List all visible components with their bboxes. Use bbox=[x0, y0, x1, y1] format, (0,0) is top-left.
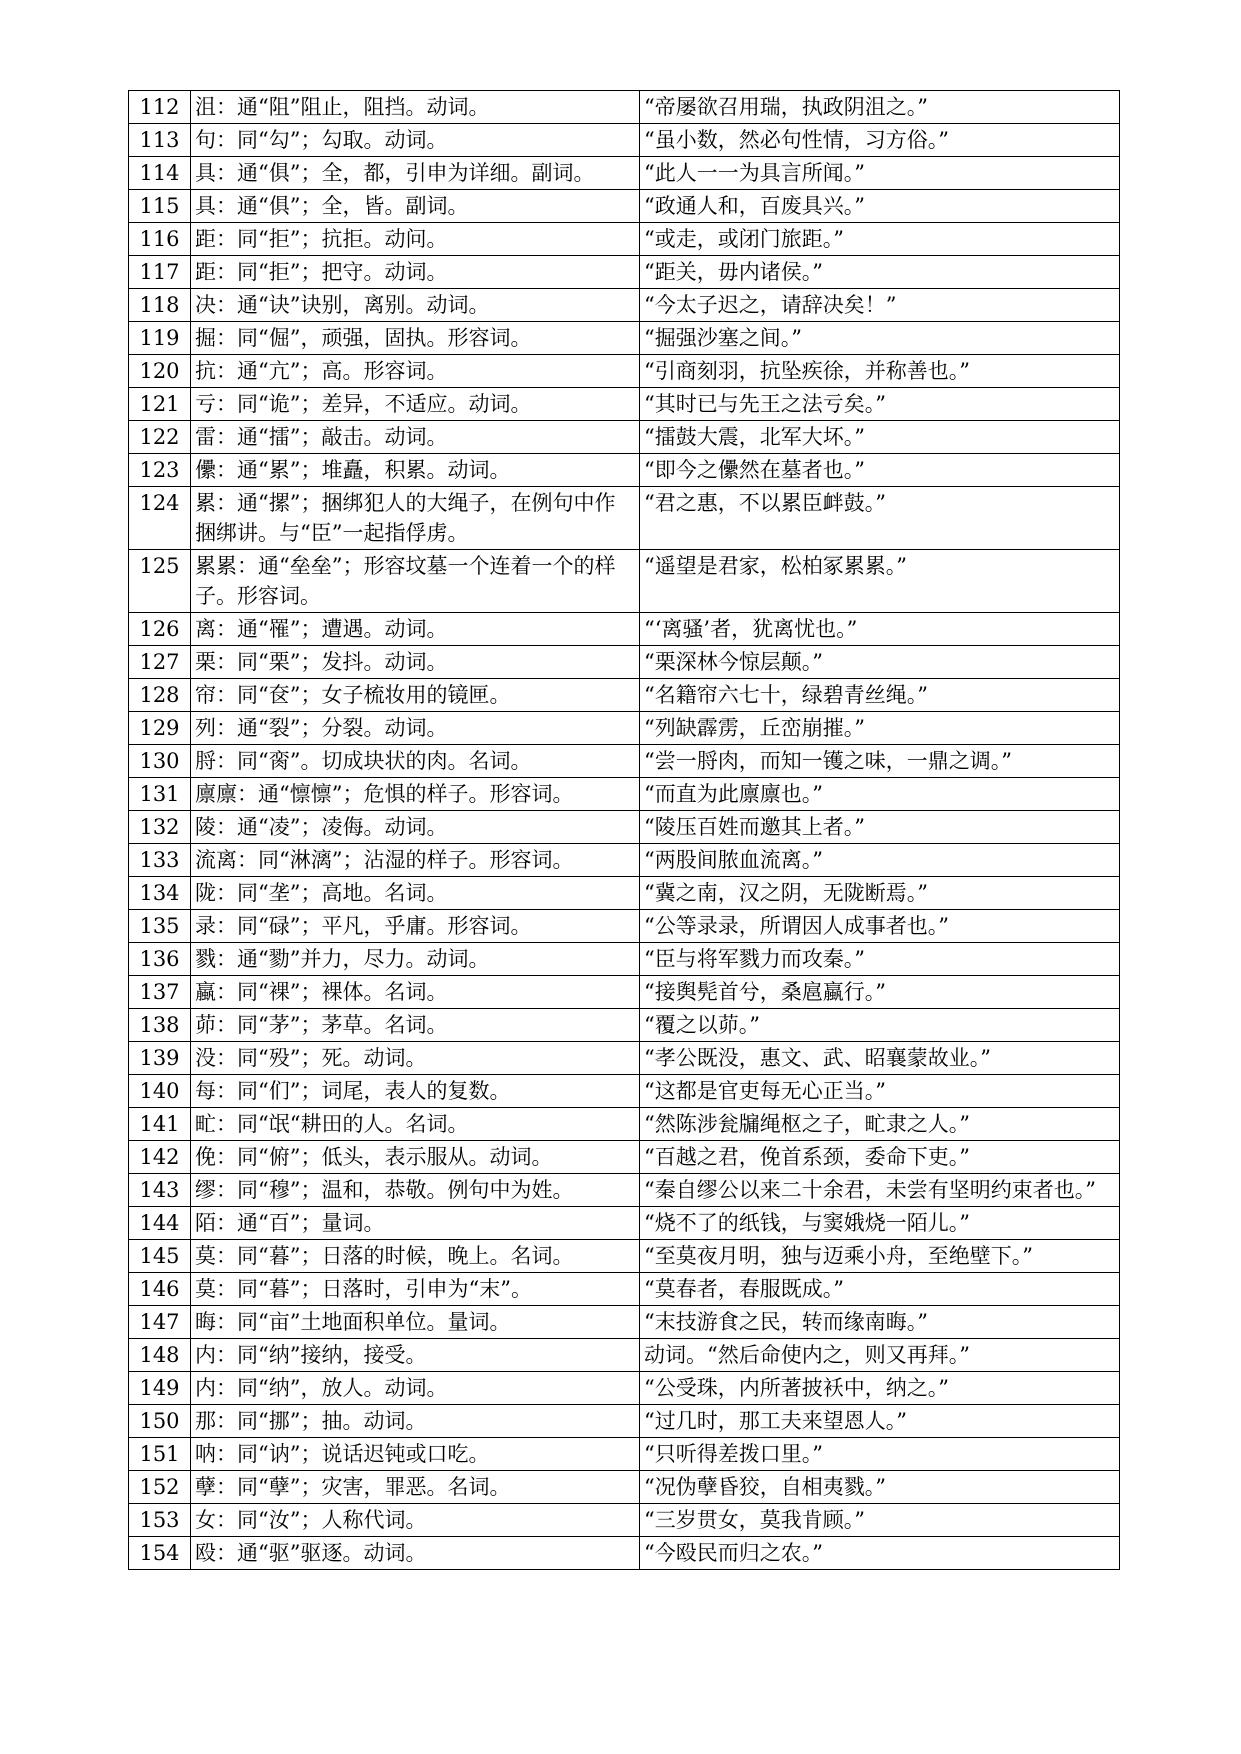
row-definition: 句：同“勾”；勾取。动词。 bbox=[191, 124, 640, 157]
row-definition: 亏：同“诡”；差异，不适应。动词。 bbox=[191, 388, 640, 421]
row-number: 151 bbox=[129, 1438, 191, 1471]
row-number: 112 bbox=[129, 91, 191, 124]
row-example: “过几时，那工夫来望恩人。” bbox=[640, 1405, 1120, 1438]
table-row bbox=[129, 1174, 1120, 1207]
row-number: 118 bbox=[129, 289, 191, 322]
row-definition: 雷：通“擂”；敲击。动词。 bbox=[191, 421, 640, 454]
tongjiazi-table bbox=[128, 90, 1120, 1570]
row-number: 120 bbox=[129, 355, 191, 388]
row-number: 131 bbox=[129, 778, 191, 811]
row-example: “况伪孽昏狡，自相夷戮。” bbox=[640, 1471, 1120, 1504]
row-example: “虽小数，然必句性情，习方俗。” bbox=[640, 124, 1120, 157]
row-number: 150 bbox=[129, 1405, 191, 1438]
table-row bbox=[129, 943, 1120, 976]
row-definition: 莫：同“暮”；日落时，引申为“末”。 bbox=[191, 1273, 640, 1306]
row-example: “陵压百姓而邀其上者。” bbox=[640, 811, 1120, 844]
table-row bbox=[129, 355, 1120, 388]
row-example: “掘强沙塞之间。” bbox=[640, 322, 1120, 355]
table-row bbox=[129, 1438, 1120, 1471]
table-row bbox=[129, 712, 1120, 745]
row-number: 139 bbox=[129, 1042, 191, 1075]
table-row bbox=[129, 1339, 1120, 1372]
table-row bbox=[129, 910, 1120, 943]
row-definition: 每：同“们”；词尾，表人的复数。 bbox=[191, 1075, 640, 1108]
row-number: 117 bbox=[129, 256, 191, 289]
row-definition: 脟：同“脔”。切成块状的肉。名词。 bbox=[191, 745, 640, 778]
row-number: 137 bbox=[129, 976, 191, 1009]
table-row bbox=[129, 1306, 1120, 1339]
row-number: 146 bbox=[129, 1273, 191, 1306]
row-example: “引商刻羽，抗坠疾徐，并称善也。” bbox=[640, 355, 1120, 388]
row-number: 147 bbox=[129, 1306, 191, 1339]
row-definition: 没：同“殁”；死。动词。 bbox=[191, 1042, 640, 1075]
table-row bbox=[129, 256, 1120, 289]
row-example: “接舆髡首兮，桑扈蠃行。” bbox=[640, 976, 1120, 1009]
table-row bbox=[129, 388, 1120, 421]
row-example: “只听得差拨口里。” bbox=[640, 1438, 1120, 1471]
row-example: “这都是官吏每无心正当。” bbox=[640, 1075, 1120, 1108]
row-definition: 缪：同“穆”；温和，恭敬。例句中为姓。 bbox=[191, 1174, 640, 1207]
table-row bbox=[129, 223, 1120, 256]
row-number: 142 bbox=[129, 1141, 191, 1174]
row-definition: 内：同“纳”，放人。动词。 bbox=[191, 1372, 640, 1405]
row-number: 149 bbox=[129, 1372, 191, 1405]
row-number: 119 bbox=[129, 322, 191, 355]
row-definition: 沮：通“阻”阻止，阻挡。动词。 bbox=[191, 91, 640, 124]
table-row bbox=[129, 778, 1120, 811]
row-definition: 列：通“裂”；分裂。动词。 bbox=[191, 712, 640, 745]
row-number: 153 bbox=[129, 1504, 191, 1537]
row-example: “然陈涉瓮牖绳枢之子，甿隶之人。” bbox=[640, 1108, 1120, 1141]
table-row bbox=[129, 679, 1120, 712]
row-definition: 俛：同“俯”；低头，表示服从。动词。 bbox=[191, 1141, 640, 1174]
table-row bbox=[129, 1042, 1120, 1075]
row-number: 129 bbox=[129, 712, 191, 745]
row-example: “或走，或闭门旅距。” bbox=[640, 223, 1120, 256]
row-number: 125 bbox=[129, 550, 191, 613]
row-number: 141 bbox=[129, 1108, 191, 1141]
row-number: 154 bbox=[129, 1537, 191, 1570]
row-example: “覆之以茆。” bbox=[640, 1009, 1120, 1042]
table-row bbox=[129, 745, 1120, 778]
row-example: “其时已与先王之法亏矣。” bbox=[640, 388, 1120, 421]
row-example: “君之惠，不以累臣衅鼓。” bbox=[640, 487, 1120, 550]
row-example: “而直为此廪廪也。” bbox=[640, 778, 1120, 811]
row-definition: 抗：通“亢”；高。形容词。 bbox=[191, 355, 640, 388]
table-row bbox=[129, 1537, 1120, 1570]
row-definition: 女：同“汝”；人称代词。 bbox=[191, 1504, 640, 1537]
row-example: “距关，毋内诸侯。” bbox=[640, 256, 1120, 289]
table-row bbox=[129, 322, 1120, 355]
row-example: “秦自缪公以来二十余君，未尝有坚明约束者也。” bbox=[640, 1174, 1120, 1207]
table-row bbox=[129, 1009, 1120, 1042]
row-number: 126 bbox=[129, 613, 191, 646]
row-number: 123 bbox=[129, 454, 191, 487]
row-definition: 呐：同“讷”；说话迟钝或口吃。 bbox=[191, 1438, 640, 1471]
row-definition: 莫：同“暮”；日落的时候，晚上。名词。 bbox=[191, 1240, 640, 1273]
row-example: “莫春者，春服既成。” bbox=[640, 1273, 1120, 1306]
row-example: “名籍帘六七十，绿碧青丝绳。” bbox=[640, 679, 1120, 712]
table-row bbox=[129, 1108, 1120, 1141]
table-row bbox=[129, 877, 1120, 910]
row-definition: 陇：同“垄”；高地。名词。 bbox=[191, 877, 640, 910]
row-number: 113 bbox=[129, 124, 191, 157]
table-row bbox=[129, 844, 1120, 877]
row-example: “政通人和，百废具兴。” bbox=[640, 190, 1120, 223]
row-example: “今太子迟之，请辞决矣！” bbox=[640, 289, 1120, 322]
row-definition: 具：通“俱”；全，都，引申为详细。副词。 bbox=[191, 157, 640, 190]
row-number: 130 bbox=[129, 745, 191, 778]
row-example: “遥望是君家，松柏冢累累。” bbox=[640, 550, 1120, 613]
table-row bbox=[129, 454, 1120, 487]
table-row bbox=[129, 421, 1120, 454]
row-definition: 累累：通“垒垒”；形容坟墓一个连着一个的样子。形容词。 bbox=[191, 550, 640, 613]
row-number: 135 bbox=[129, 910, 191, 943]
table-row bbox=[129, 1273, 1120, 1306]
row-definition: 甿：同“氓“耕田的人。名词。 bbox=[191, 1108, 640, 1141]
row-definition: 孽：同“孽”；灾害，罪恶。名词。 bbox=[191, 1471, 640, 1504]
row-definition: 陵：通“凌”；凌侮。动词。 bbox=[191, 811, 640, 844]
row-definition: 决：通“诀”诀别，离别。动词。 bbox=[191, 289, 640, 322]
row-example: “尝一脟肉，而知一镬之味，一鼎之调。” bbox=[640, 745, 1120, 778]
table-row bbox=[129, 1075, 1120, 1108]
row-example: “烧不了的纸钱，与窦娥烧一陌儿。” bbox=[640, 1207, 1120, 1240]
row-definition: 戮：通“勠”并力，尽力。动词。 bbox=[191, 943, 640, 976]
row-definition: 陌：通“百”；量词。 bbox=[191, 1207, 640, 1240]
row-example: “两股间脓血流离。” bbox=[640, 844, 1120, 877]
row-number: 144 bbox=[129, 1207, 191, 1240]
row-example: “冀之南，汉之阴，无陇断焉。” bbox=[640, 877, 1120, 910]
table-row bbox=[129, 613, 1120, 646]
row-definition: 具：通“俱”；全，皆。副词。 bbox=[191, 190, 640, 223]
row-number: 136 bbox=[129, 943, 191, 976]
row-example: “今殴民而归之农。” bbox=[640, 1537, 1120, 1570]
table-row bbox=[129, 646, 1120, 679]
table-row bbox=[129, 811, 1120, 844]
row-definition: 晦：同“亩”土地面积单位。量词。 bbox=[191, 1306, 640, 1339]
row-example: “栗深林今惊层颠。” bbox=[640, 646, 1120, 679]
row-number: 148 bbox=[129, 1339, 191, 1372]
row-definition: 蠃：同“裸”；裸体。名词。 bbox=[191, 976, 640, 1009]
row-number: 140 bbox=[129, 1075, 191, 1108]
row-example: “擂鼓大震，北军大坏。” bbox=[640, 421, 1120, 454]
row-definition: 累：通“摞”；捆绑犯人的大绳子，在例句中作捆绑讲。与“臣”一起指俘虏。 bbox=[191, 487, 640, 550]
row-definition: 距：同“拒”；抗拒。动问。 bbox=[191, 223, 640, 256]
row-definition: 茆：同“茅”；茅草。名词。 bbox=[191, 1009, 640, 1042]
row-example: “公等录录，所谓因人成事者也。” bbox=[640, 910, 1120, 943]
table-row bbox=[129, 550, 1120, 613]
row-number: 127 bbox=[129, 646, 191, 679]
row-definition: 栗：同“栗”；发抖。动词。 bbox=[191, 646, 640, 679]
row-number: 152 bbox=[129, 1471, 191, 1504]
row-number: 121 bbox=[129, 388, 191, 421]
row-number: 116 bbox=[129, 223, 191, 256]
row-number: 145 bbox=[129, 1240, 191, 1273]
row-example: “孝公既没，惠文、武、昭襄蒙故业。” bbox=[640, 1042, 1120, 1075]
table-row bbox=[129, 1504, 1120, 1537]
row-definition: 掘：同“倔”，顽强，固执。形容词。 bbox=[191, 322, 640, 355]
row-definition: 帘：同“奁”；女子梳妆用的镜匣。 bbox=[191, 679, 640, 712]
row-example: “公受珠，内所著披袄中，纳之。” bbox=[640, 1372, 1120, 1405]
row-example: “臣与将军戮力而攻秦。” bbox=[640, 943, 1120, 976]
row-definition: 殴：通“驱”驱逐。动词。 bbox=[191, 1537, 640, 1570]
table-row bbox=[129, 1471, 1120, 1504]
row-example: “即今之儽然在墓者也。” bbox=[640, 454, 1120, 487]
table-row bbox=[129, 289, 1120, 322]
row-number: 128 bbox=[129, 679, 191, 712]
table-row bbox=[129, 157, 1120, 190]
row-example: “百越之君，俛首系颈，委命下吏。” bbox=[640, 1141, 1120, 1174]
table-row bbox=[129, 1372, 1120, 1405]
row-number: 138 bbox=[129, 1009, 191, 1042]
table-row bbox=[129, 976, 1120, 1009]
table-row bbox=[129, 1240, 1120, 1273]
row-example: “列缺霹雳，丘峦崩摧。” bbox=[640, 712, 1120, 745]
row-definition: 录：同“碌”；平凡，乎庸。形容词。 bbox=[191, 910, 640, 943]
row-definition: 廪廪：通“懔懔”；危惧的样子。形容词。 bbox=[191, 778, 640, 811]
row-number: 122 bbox=[129, 421, 191, 454]
table-row bbox=[129, 190, 1120, 223]
row-definition: 那：同“挪”；抽。动词。 bbox=[191, 1405, 640, 1438]
row-definition: 距：同“拒”；把守。动词。 bbox=[191, 256, 640, 289]
row-definition: 流离：同“淋漓”；沾湿的样子。形容词。 bbox=[191, 844, 640, 877]
row-number: 124 bbox=[129, 487, 191, 550]
row-number: 134 bbox=[129, 877, 191, 910]
row-example: “三岁贯女，莫我肯顾。” bbox=[640, 1504, 1120, 1537]
row-example: “至莫夜月明，独与迈乘小舟，至绝壁下。” bbox=[640, 1240, 1120, 1273]
row-definition: 儽：通“累”；堆矗，积累。动词。 bbox=[191, 454, 640, 487]
row-example: “‘离骚’者，犹离忧也。” bbox=[640, 613, 1120, 646]
table-row bbox=[129, 487, 1120, 550]
row-example: 动词。“然后命使内之，则又再拜。” bbox=[640, 1339, 1120, 1372]
row-example: “此人一一为具言所闻。” bbox=[640, 157, 1120, 190]
table-row bbox=[129, 1141, 1120, 1174]
row-definition: 内：同“纳”接纳，接受。 bbox=[191, 1339, 640, 1372]
row-example: “末技游食之民，转而缘南晦。” bbox=[640, 1306, 1120, 1339]
row-example: “帝屡欲召用瑞，执政阴沮之。” bbox=[640, 91, 1120, 124]
table-row bbox=[129, 91, 1120, 124]
table-row bbox=[129, 1405, 1120, 1438]
table-row bbox=[129, 124, 1120, 157]
table-row bbox=[129, 1207, 1120, 1240]
row-definition: 离：通“罹”；遭遇。动词。 bbox=[191, 613, 640, 646]
row-number: 143 bbox=[129, 1174, 191, 1207]
row-number: 132 bbox=[129, 811, 191, 844]
row-number: 133 bbox=[129, 844, 191, 877]
row-number: 115 bbox=[129, 190, 191, 223]
row-number: 114 bbox=[129, 157, 191, 190]
table-body bbox=[129, 91, 1120, 1570]
